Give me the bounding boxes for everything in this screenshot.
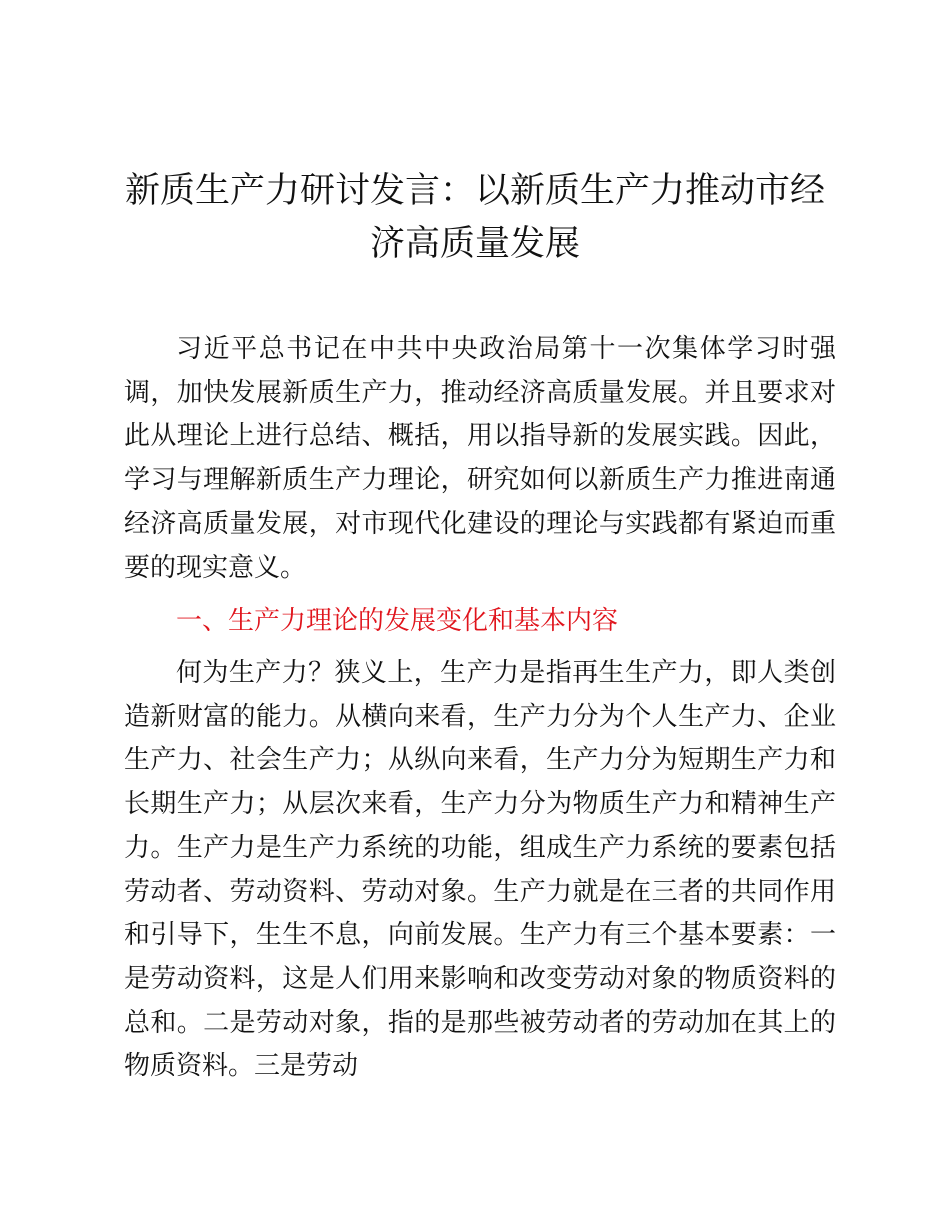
section-heading: 一、生产力理论的发展变化和基本内容: [176, 606, 619, 636]
section-heading-block: [124, 600, 836, 644]
document-title: 新质生产力研讨发言：以新质生产力推动市经济高质量发展: [124, 171, 825, 264]
intro-paragraph-block: [124, 328, 836, 590]
section-paragraph-block: [124, 652, 836, 1089]
section-paragraph: 何为生产力？狭义上，生产力是指再生生产力，即人类创造新财富的能力。从横向来看，生产力分为个人生产力、企业生产力、社会生产力；从纵向来看，生产力分为短期生产力和长期生产力；从层次来看，生产力分为物质生产力和精神生产力。生产力是生产力系统的功能，组成生产力系统的要素包括劳动者、劳动资料、劳动对象。生产力就是在三者的共同作用和引导下，生生不息，向前发展。生产力有三个基本要素：一是劳动资料，这是人们用来影响和改变劳动对象的物质资料的总和。二是劳动对象，指的是那些被劳动者的劳动加在其上的物质资料。三是劳动: [124, 658, 836, 1082]
intro-paragraph: 习近平总书记在中共中央政治局第十一次集体学习时强调，加快发展新质生产力，推动经济高质量发展。并且要求对此从理论上进行总结、概括，用以指导新的发展实践。因此，学习与理解新质生产力理论，研究如何以新质生产力推进南通经济高质量发展，对市现代化建设的理论与实践都有紧迫而重要的现实意义。: [124, 334, 836, 583]
